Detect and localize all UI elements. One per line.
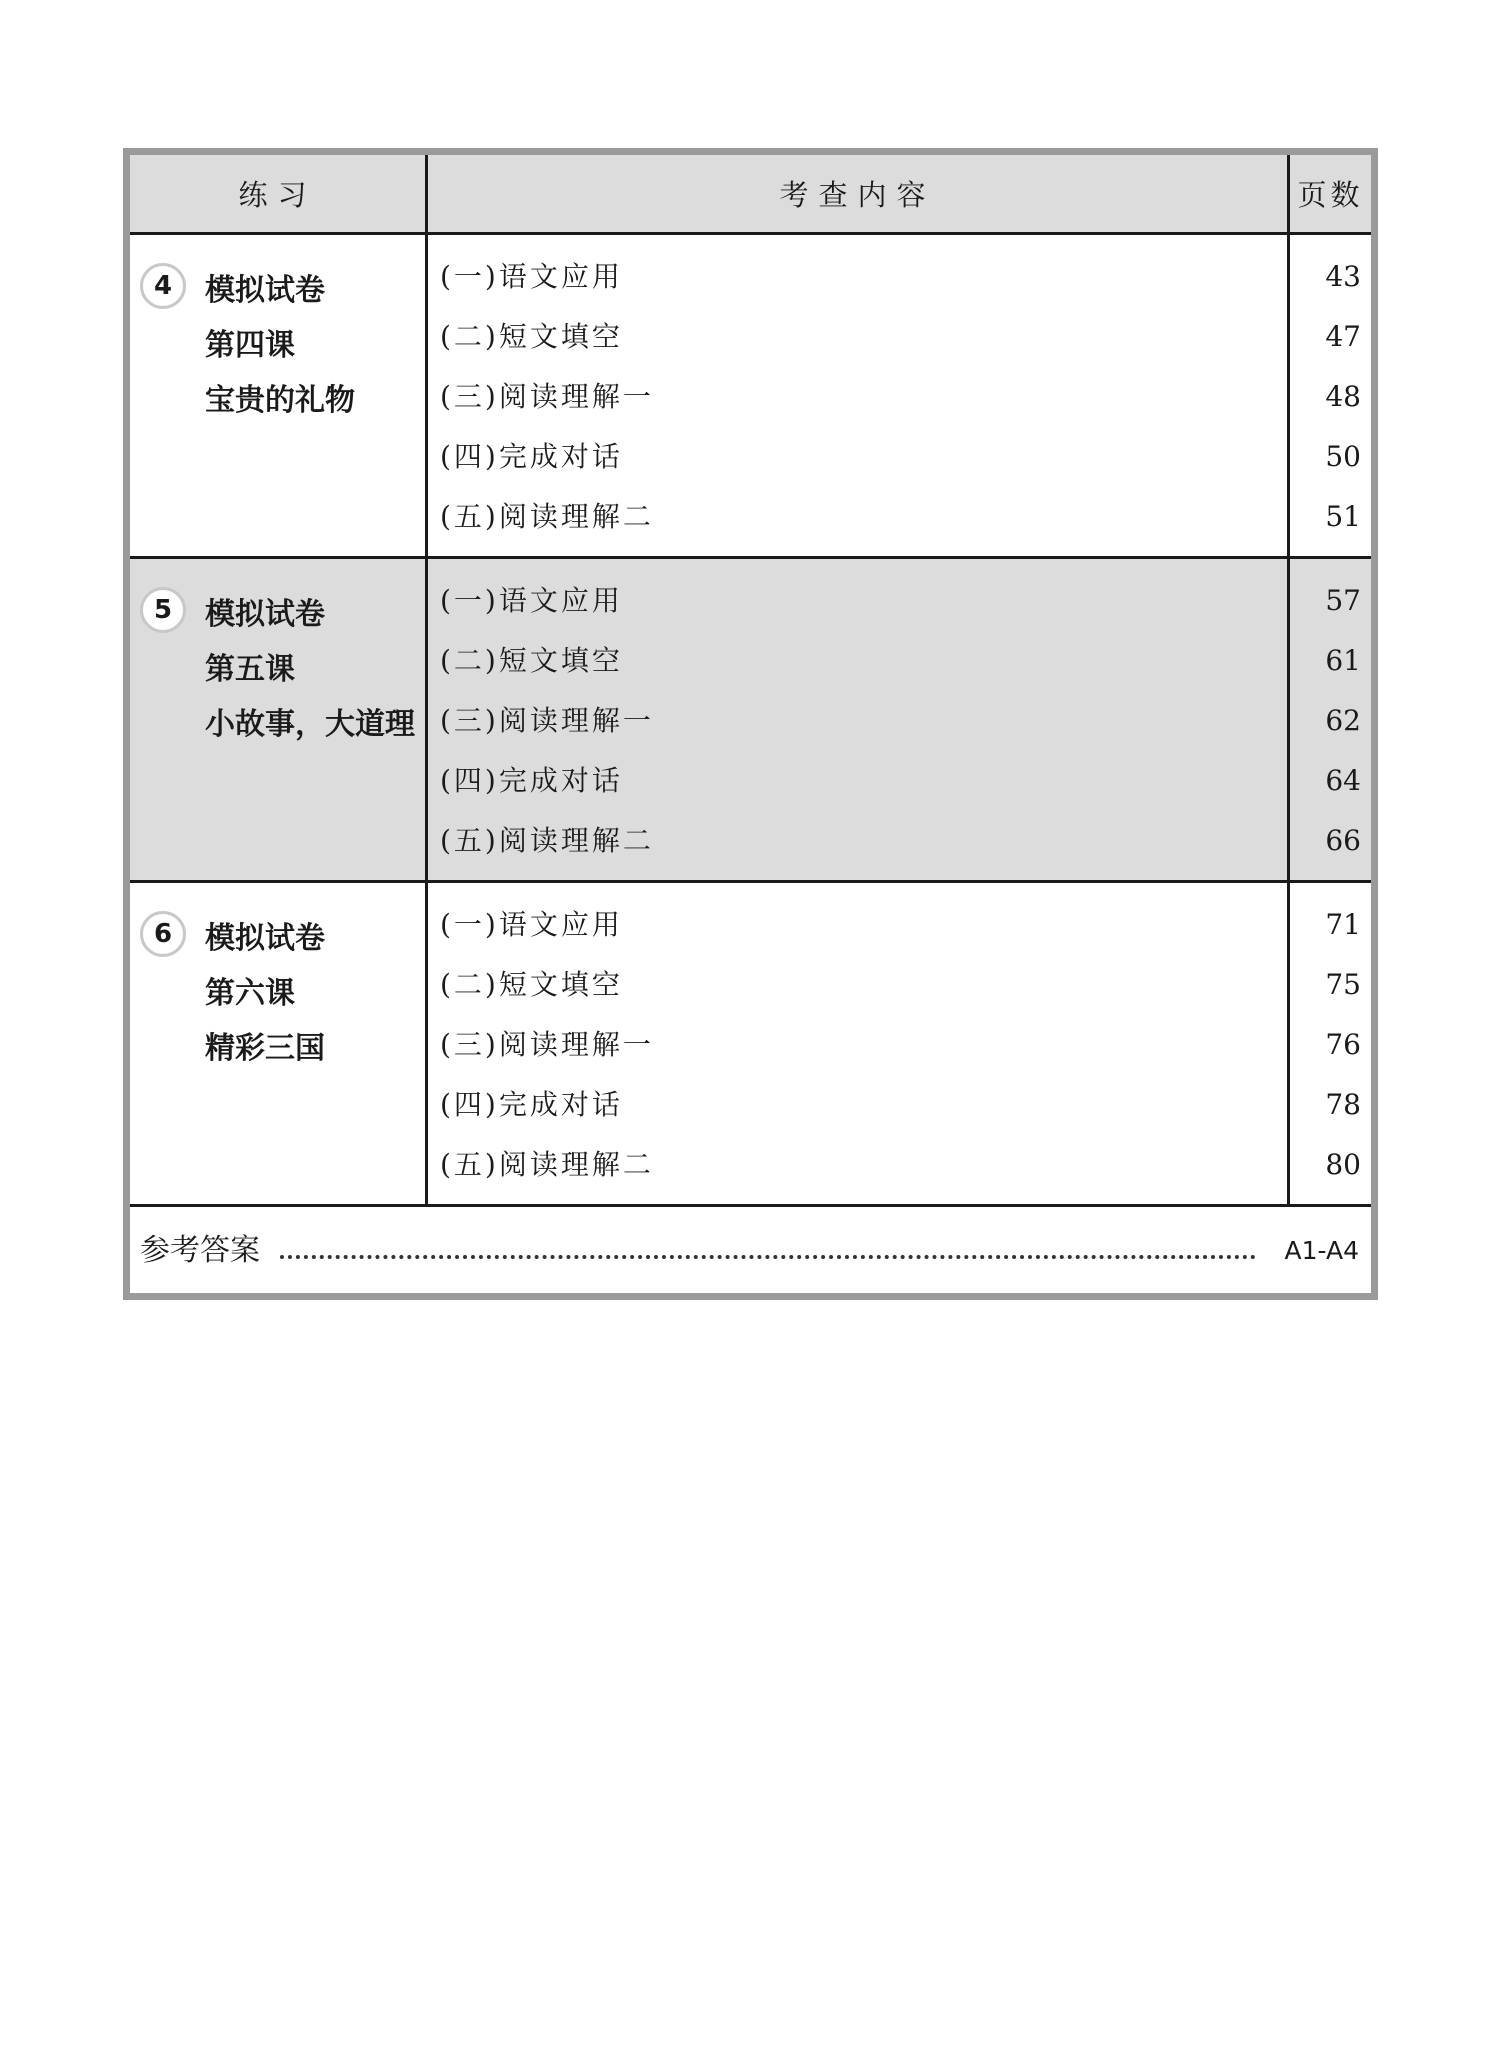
content-item[interactable]: (三)阅读理解一 — [440, 380, 654, 413]
header-practice: 练习 — [238, 178, 317, 212]
page-number: 78 — [1325, 1088, 1361, 1121]
section-title — [205, 911, 325, 1076]
header-pages: 页数 — [1297, 178, 1364, 212]
page-number: 71 — [1325, 908, 1361, 941]
page-number: 48 — [1325, 380, 1361, 413]
content-item[interactable]: (四)完成对话 — [440, 764, 623, 797]
content-item[interactable]: (四)完成对话 — [440, 1088, 623, 1121]
section-title-line: 第六课 — [205, 976, 295, 1011]
section-5 — [130, 559, 1371, 883]
section-number-badge: 5 — [140, 587, 186, 633]
content-item[interactable]: (三)阅读理解一 — [440, 704, 654, 737]
section-title-line: 第五课 — [205, 652, 295, 687]
page-number: 51 — [1325, 500, 1361, 533]
section-title-line: 第四课 — [205, 328, 295, 363]
page-number: 47 — [1325, 320, 1361, 353]
section-number-badge: 6 — [140, 911, 186, 957]
content-item[interactable]: (二)短文填空 — [440, 968, 623, 1001]
content-item[interactable]: (五)阅读理解二 — [440, 824, 654, 857]
section-title — [205, 587, 415, 752]
leader-dots — [280, 1255, 1256, 1259]
page-number: 64 — [1325, 764, 1361, 797]
content-item[interactable]: (四)完成对话 — [440, 440, 623, 473]
answer-key-pages: A1-A4 — [1284, 1236, 1359, 1265]
answer-key-label: 参考答案 — [140, 1233, 260, 1268]
content-item[interactable]: (一)语文应用 — [440, 584, 623, 617]
content-item[interactable]: (一)语文应用 — [440, 260, 623, 293]
answer-key-row[interactable] — [130, 1209, 1371, 1293]
page-number: 43 — [1325, 260, 1361, 293]
contents-table — [123, 148, 1378, 1300]
content-item[interactable]: (二)短文填空 — [440, 644, 623, 677]
page-number: 62 — [1325, 704, 1361, 737]
page-number: 57 — [1325, 584, 1361, 617]
content-item[interactable]: (三)阅读理解一 — [440, 1028, 654, 1061]
section-title — [205, 263, 355, 428]
content-item[interactable]: (一)语文应用 — [440, 908, 623, 941]
section-4 — [130, 235, 1371, 559]
content-item[interactable]: (五)阅读理解二 — [440, 1148, 654, 1181]
page-number: 61 — [1325, 644, 1361, 677]
section-title-line: 模拟试卷 — [205, 273, 325, 308]
section-6 — [130, 883, 1371, 1207]
content-item[interactable]: (五)阅读理解二 — [440, 500, 654, 533]
section-title-line: 模拟试卷 — [205, 597, 325, 632]
page-number: 80 — [1325, 1148, 1361, 1181]
page-number: 76 — [1325, 1028, 1361, 1061]
section-title-line: 精彩三国 — [205, 1031, 325, 1066]
section-title-line: 模拟试卷 — [205, 921, 325, 956]
section-title-line: 宝贵的礼物 — [205, 383, 355, 418]
header-content: 考查内容 — [779, 178, 936, 212]
section-title-line: 小故事，大道理 — [205, 707, 415, 742]
section-number-badge: 4 — [140, 263, 186, 309]
page-number: 66 — [1325, 824, 1361, 857]
page-number: 75 — [1325, 968, 1361, 1001]
table-header — [130, 155, 1371, 235]
page-number: 50 — [1325, 440, 1361, 473]
content-item[interactable]: (二)短文填空 — [440, 320, 623, 353]
